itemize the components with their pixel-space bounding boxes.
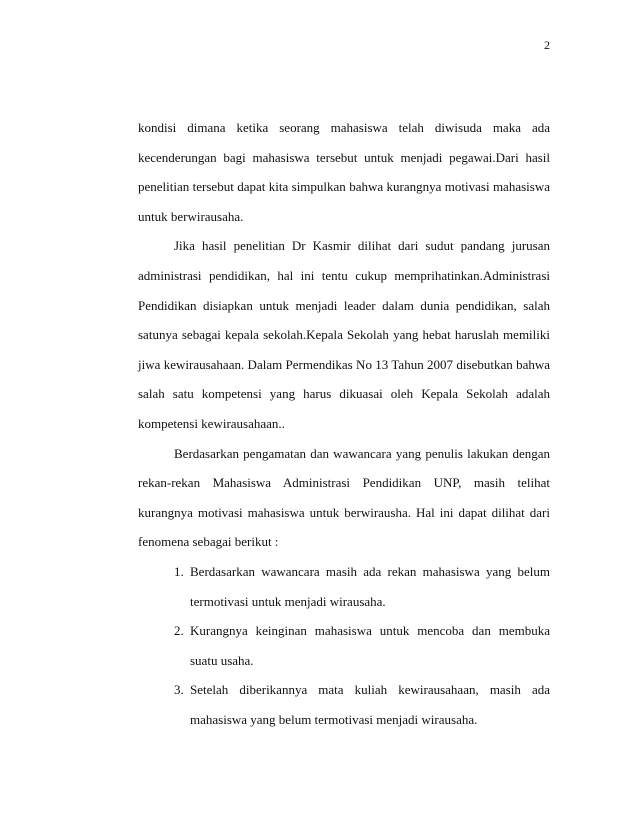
page-number: 2	[544, 38, 550, 52]
numbered-list	[138, 557, 550, 735]
list-item	[138, 557, 550, 616]
list-text: Berdasarkan wawancara masih ada rekan mahasiswa yang belum termotivasi untuk menjadi wirausaha.	[190, 563, 550, 609]
paragraph-1: kondisi dimana ketika seorang mahasiswa telah diwisuda maka ada kecenderungan bagi mahasiswa tersebut untuk menjadi pegawai.Dari hasil penelitian tersebut dapat kita simpulkan bahwa kurangnya motivasi mahasiswa untuk berwirausaha.	[138, 120, 550, 224]
list-number: 2.	[174, 623, 184, 639]
list-text: Kurangnya keinginan mahasiswa untuk mencoba dan membuka suatu usaha.	[190, 623, 550, 668]
list-item	[138, 616, 550, 675]
list-item	[138, 675, 550, 734]
list-number: 3.	[174, 682, 184, 698]
list-number: 1.	[174, 563, 184, 579]
paragraph-2: Jika hasil penelitian Dr Kasmir dilihat dari sudut pandang jurusan administrasi pendidikan, hal ini tentu cukup memprihatinkan.Administrasi Pendidikan disiapkan untuk menjadi leader dalam dunia pendidikan, salah satunya sebagai kepala sekolah.Kepala Sekolah yang hebat haruslah memiliki jiwa kewirausahaan. Dalam Permendikas No 13 Tahun 2007 disebutkan bahwa salah satu kompetensi yang harus dikuasai oleh Kepala Sekolah adalah kompetensi kewirausahaan..	[138, 238, 550, 431]
list-text: Setelah diberikannya mata kuliah kewirausahaan, masih ada mahasiswa yang belum termotivasi menjadi wirausaha.	[190, 682, 550, 727]
paragraph-3: Berdasarkan pengamatan dan wawancara yang penulis lakukan dengan rekan-rekan Mahasiswa Administrasi Pendidikan UNP, masih telihat kurangnya motivasi mahasiswa untuk berwirausha. Hal ini dapat dilihat dari fenomena sebagai berikut :	[138, 445, 550, 550]
body-text	[138, 113, 550, 734]
